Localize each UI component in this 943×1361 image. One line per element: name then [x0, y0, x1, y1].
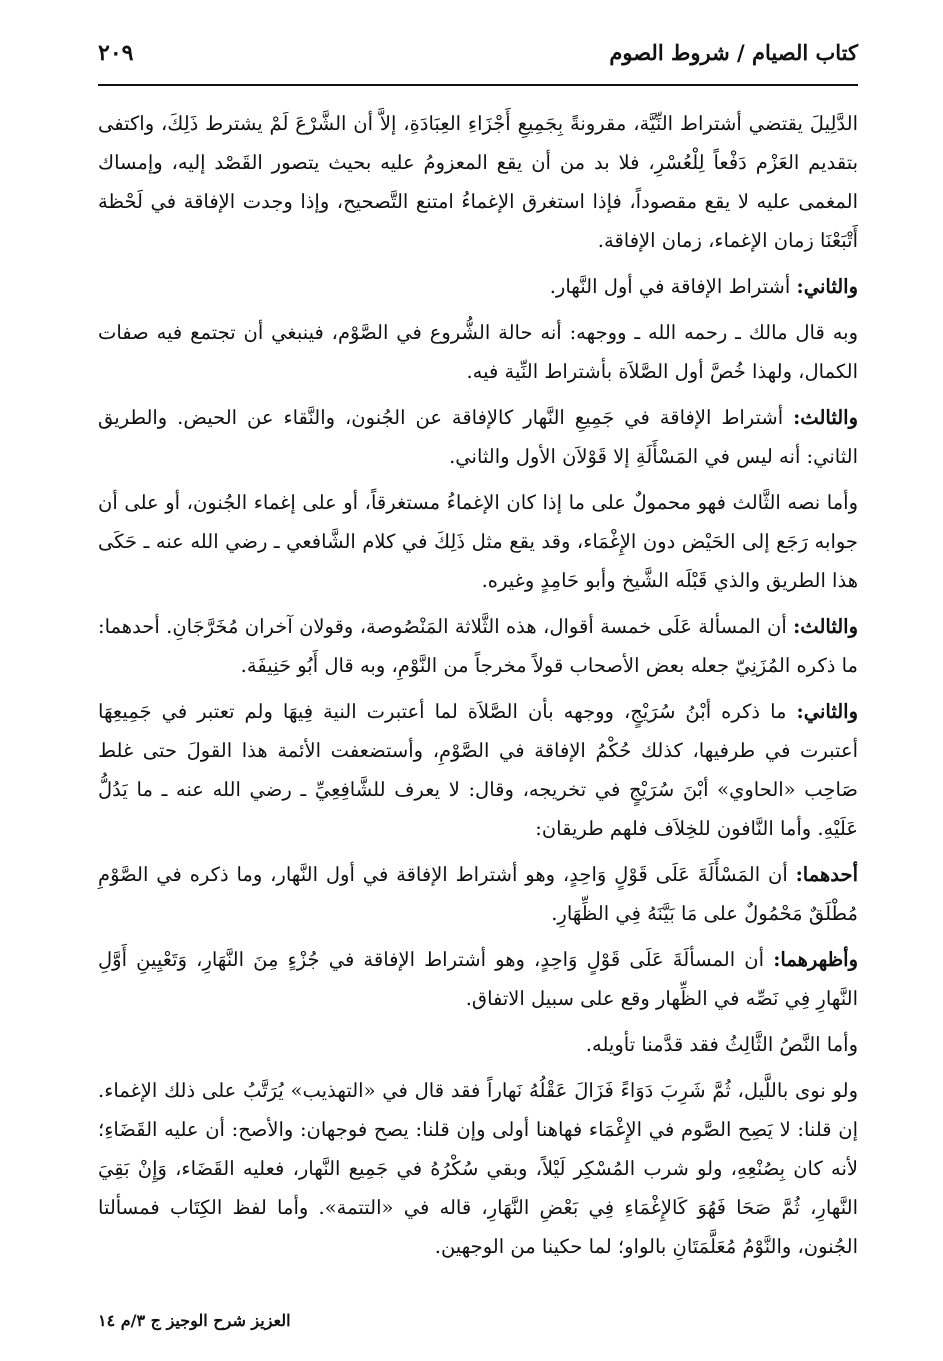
running-header [98, 40, 858, 86]
paragraph [98, 1025, 858, 1064]
paragraph-text: أن المسألَةَ عَلَى قَوْلٍ وَاحِدٍ، وهو أشتراط الإفاقة في جُزْءٍ مِنَ النَّهَارِ، وَتَعْيِينِ أَوَّلِ النَّهارِ فِي نَصِّه في الظِّهار وقع على سبيل الاتفاق. [98, 948, 858, 1010]
paragraph [98, 483, 858, 600]
paragraph-text: ولو نوى باللَّيل، ثُمَّ شَرِبَ دَوَاءً فَزَالَ عَقْلُهُ نَهاراً فقد قال في «التهذيب» يُرَتَّبُ على ذلك الإغماء. إن قلنا: لا يَصِح الصَّوم في الإِغْمَاء فهاهنا أولى وإن قلنا: يصح فوجهان: والأصح: أن عليه القَضَاءِ؛ لأنه كان بِصُنْعِهِ، ولو شرب المُسْكِر لَيْلاً، وبقي سُكْرُهُ في جَمِيع النَّهار، فعليه القَضَاء، وَإِنْ بَقِيَ النَّهارِ، ثُمَّ صَحَا فَهُوَ كَالإِغْمَاءِ فِي بَعْضِ النَّهَارِ، قاله في «التتمة». وأما لفظ الكِتَاب فمسألتا الجُنون، والنَّوْمُ مُعَلَّمَتَانِ بالواو؛ لما حكينا من الوجهين. [98, 1079, 858, 1258]
paragraph-lead: والثالث: [793, 406, 858, 429]
paragraph-text: أشتراط الإفاقة في جَمِيعِ النَّهار كالإفاقة عن الجُنون، والنَّقاء عن الحيض. والطريق الثاني: أنه ليس في المَسْأَلَةِ إلا قَوْلاَن الأول والثاني. [98, 406, 858, 468]
paragraph-text: أشتراط الإفاقة في أول النَّهار. [549, 275, 797, 298]
paragraph-text: أن المسألة عَلَى خمسة أقوال، هذه الثَّلاثة المَنْصُوصة، وقولان آخران مُخَرَّجَانِ. أحدهما: ما ذكره المُزَنِيّ جعله بعض الأصحاب قولاً مخرجاً من النَّوْمِ، وبه قال أَبُو حَنِيفَة. [98, 615, 858, 677]
paragraph-lead: وأظهرهما: [773, 948, 858, 971]
paragraph [98, 855, 858, 933]
footer-signature: العزيز شرح الوجيز ج ٣/م ١٤ [98, 1311, 291, 1330]
paragraph [98, 267, 858, 306]
paragraph-text: أن المَسْأَلَةَ عَلَى قَوْلٍ وَاحِدٍ، وهو أشتراط الإفاقة في أول النَّهار، وما ذكره في الصَّوْمِ مُطْلَقٌ مَحْمُولٌ على مَا بَيَّنَهُ فِي الظِّهَارِ. [98, 863, 858, 925]
paragraph [98, 940, 858, 1018]
paragraph [98, 398, 858, 476]
paragraph [98, 692, 858, 848]
paragraph-text: وأما النَّصُ الثَّالِثُ فقد قدَّمنا تأويله. [585, 1033, 858, 1056]
paragraph-text: وأما نصه الثَّالث فهو محمولٌ على ما إذا كان الإغماءُ مستغرقاً، أو على إغماء الجُنون، أو على أن جوابه رَجَع إلى الحَيْض دون الإِغْمَاء، وقد يقع مثل ذَلِكَ في كلام الشَّافعي ـ رضي الله عنه ـ حَكَى هذا الطريق والذي قَبْلَه الشَّيخ وأبو حَامِدٍ وغيره. [98, 491, 858, 592]
page-number: ٢٠٩ [98, 40, 134, 66]
paragraph-lead: أحدهما: [795, 863, 858, 886]
paragraph [98, 1071, 858, 1266]
paragraph [98, 104, 858, 260]
page-footer [98, 1311, 858, 1330]
paragraph [98, 313, 858, 391]
page-body [98, 104, 858, 1266]
paragraph-lead: والثاني: [796, 275, 858, 298]
paragraph [98, 607, 858, 685]
paragraph-lead: والثالث: [793, 615, 858, 638]
paragraph-text: وبه قال مالك ـ رحمه الله ـ ووجهه: أنه حالة الشُّروع في الصَّوْم، فينبغي أن تجتمع فيه صفات الكمال، ولهذا خُصَّ أول الصَّلاَة بأشتراط النِّية فيه. [98, 321, 858, 383]
paragraph-text: الدَّلِيلَ يقتضي أشتراط النِّيَّة، مقرونةً بِجَمِيعِ أَجْزَاءِ العِبَادَةِ، إلاَّ أن الشَّرْعَ لَمْ يشترط ذَلِكَ، واكتفى بتقديم العَزْم دَفْعاً لِلْعُسْرِ، فلا بد من أن يقع المعزومُ عليه بحيث يتصور القَصْد إليه، وإمساك المغمى عليه لا يقع مقصوداً، فإذا استغرق الإغماءُ امتنع التَّصحيح، وإذا وجدت الإفاقة في لَحْظة أَتْبَعْنَا زمان الإغماء، زمان الإفاقة. [98, 112, 858, 252]
paragraph-text: ما ذكره أبْنُ سُرَيْجٍ، ووجهه بأن الصَّلاَة لما أعتبرت النية فِيهَا ولم تعتبر في جَمِيعِهَا أعتبرت في طرفيها، كذلك حُكْمُ الإفاقة في الصَّوْمِ، وأستضعفت الأئمة هذا القولَ حتى غلط صَاحِب «الحاوي» أبْنَ سُرَيْجٍ في تخريجه، وقال: لا يعرف للشَّافِعِيِّ ـ رضي الله عنه ـ ما يَدُلُّ عَلَيْهِ. وأما النَّافون للخِلاَف فلهم طريقان: [98, 700, 858, 840]
paragraph-lead: والثاني: [796, 700, 858, 723]
chapter-title: كتاب الصيام / شروط الصوم [609, 40, 858, 65]
book-page [98, 40, 858, 1330]
